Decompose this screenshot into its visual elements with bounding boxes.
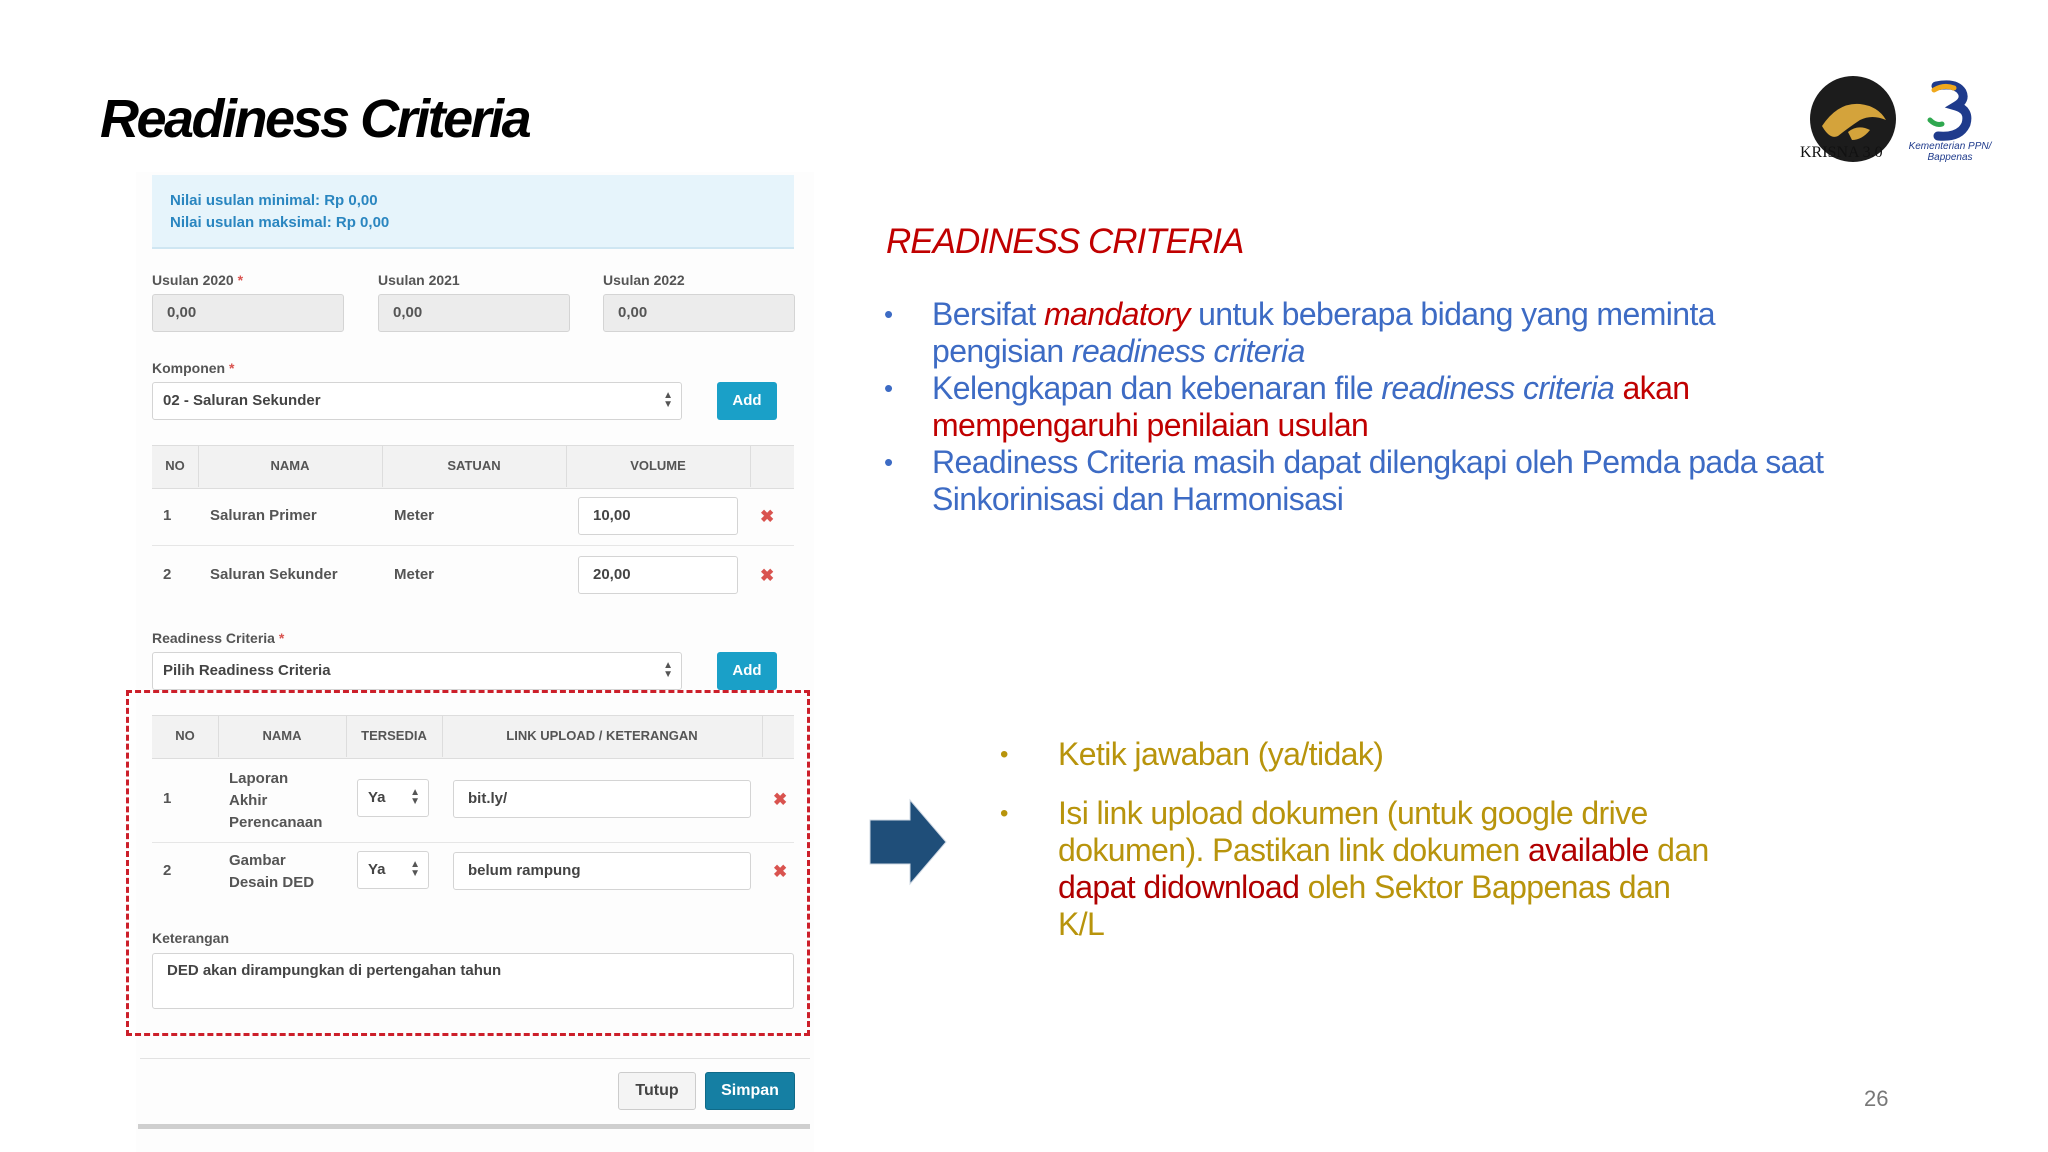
arrow-right-icon [866, 796, 950, 888]
readiness-row-2-tersedia-select[interactable]: Ya ▲ ▼ [357, 851, 429, 889]
usulan-2021-label: Usulan 2021 [378, 272, 460, 288]
col-divider [750, 445, 751, 487]
bappenas-logo [1926, 80, 1976, 142]
col-divider [762, 715, 763, 757]
tutup-button[interactable]: Tutup [618, 1072, 696, 1110]
instruction-item-2: • Isi link upload dokumen (untuk google drive dokumen). Pastikan link dokumen available dan dapat didownload oleh Sektor Bappenas dan K/L [1000, 795, 1709, 942]
readiness-row-2-nama: Gambar Desain DED [229, 852, 315, 891]
readiness-row-2-no: 2 [163, 862, 172, 879]
komponen-row-2-volume-input[interactable]: 20,00 [578, 556, 738, 594]
komponen-col-no: NO [165, 458, 185, 473]
remove-x-icon[interactable]: ✖ [760, 566, 775, 585]
readiness-select[interactable] [152, 652, 682, 690]
select-updown-icon: ▲ ▼ [410, 859, 420, 879]
instruction-bullet-list [998, 736, 1718, 943]
remove-x-icon[interactable]: ✖ [773, 790, 788, 809]
komponen-row-1-nama: Saluran Primer [210, 507, 317, 524]
info-max-value: Nilai usulan maksimal: Rp 0,00 [170, 214, 390, 231]
select-updown-icon: ▲ ▼ [410, 787, 420, 807]
bullet-item-2: • Kelengkapan dan kebenaran file readiness criteria akan mempengaruhi penilaian usulan [884, 370, 1690, 443]
panel-scrollbar[interactable] [138, 1124, 810, 1129]
instruction-item-1: • Ketik jawaban (ya/tidak) [1000, 736, 1384, 772]
info-min-value: Nilai usulan minimal: Rp 0,00 [170, 192, 378, 209]
keterangan-textarea[interactable]: DED akan dirampungkan di pertengahan tahun [152, 953, 794, 1009]
readiness-col-nama: NAMA [262, 728, 302, 743]
readiness-col-link: LINK UPLOAD / KETERANGAN [506, 728, 698, 743]
komponen-row-2-satuan: Meter [394, 566, 435, 583]
row-divider [152, 842, 794, 843]
readiness-row-1-no: 1 [163, 790, 172, 807]
komponen-col-volume: VOLUME [630, 458, 686, 473]
readiness-add-button[interactable]: Add [717, 652, 777, 690]
krisna-logo-label: KRISNA 3.0 [1800, 144, 1883, 161]
remove-x-icon[interactable]: ✖ [773, 862, 788, 881]
usulan-2020-label: Usulan 2020 * [152, 272, 244, 288]
keterangan-label: Keterangan [152, 930, 230, 946]
remove-x-icon[interactable]: ✖ [760, 507, 775, 526]
info-box [152, 175, 794, 249]
info-bullet-list [882, 296, 1842, 518]
komponen-col-nama: NAMA [270, 458, 310, 473]
komponen-row-1-no: 1 [163, 507, 172, 524]
readiness-row-1-nama: Laporan Akhir Perencanaan [229, 770, 323, 831]
readiness-col-tersedia: TERSEDIA [361, 728, 427, 743]
simpan-button[interactable]: Simpan [705, 1072, 795, 1110]
footer-divider [140, 1058, 810, 1059]
komponen-row-2-no: 2 [163, 566, 172, 583]
readiness-row-2-link-input[interactable]: belum rampung [453, 852, 751, 890]
usulan-2022-input[interactable]: 0,00 [603, 294, 795, 332]
usulan-2021-input[interactable]: 0,00 [378, 294, 570, 332]
komponen-selected-value: 02 - Saluran Sekunder [163, 392, 321, 409]
row-divider [152, 545, 794, 546]
slide-title: Readiness Criteria [100, 89, 530, 149]
komponen-col-satuan: SATUAN [447, 458, 501, 473]
select-updown-icon: ▲ ▼ [663, 390, 673, 410]
komponen-label: Komponen * [152, 360, 235, 376]
select-updown-icon: ▲ ▼ [663, 660, 673, 680]
bappenas-logo-label: Kementerian PPN/ Bappenas [1908, 141, 1992, 163]
bullet-item-1: • Bersifat mandatory untuk beberapa bidang yang meminta pengisian readiness criteria [884, 296, 1715, 369]
readiness-label: Readiness Criteria * [152, 630, 285, 646]
komponen-row-2-nama: Saluran Sekunder [210, 566, 338, 583]
usulan-2020-input[interactable]: 0,00 [152, 294, 344, 332]
readiness-criteria-heading: READINESS CRITERIA [886, 222, 1244, 261]
readiness-row-1-link-input[interactable]: bit.ly/ [453, 780, 751, 818]
komponen-select[interactable] [152, 382, 682, 420]
usulan-2022-label: Usulan 2022 [603, 272, 685, 288]
page-number: 26 [1864, 1086, 1889, 1111]
readiness-col-no: NO [175, 728, 195, 743]
komponen-row-1-satuan: Meter [394, 507, 435, 524]
komponen-add-button[interactable]: Add [717, 382, 777, 420]
komponen-row-1-volume-input[interactable]: 10,00 [578, 497, 738, 535]
bullet-item-3: • Readiness Criteria masih dapat dilengkapi oleh Pemda pada saat Sinkorinisasi dan Harmonisasi [884, 444, 1824, 517]
readiness-row-1-tersedia-select[interactable]: Ya ▲ ▼ [357, 779, 429, 817]
readiness-placeholder: Pilih Readiness Criteria [163, 662, 331, 679]
